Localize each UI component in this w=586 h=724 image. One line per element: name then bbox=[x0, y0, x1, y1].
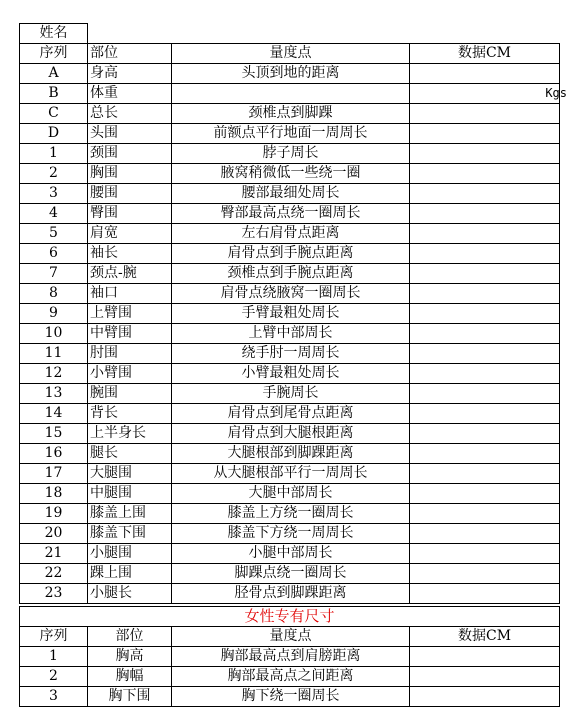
row-seq: 16 bbox=[20, 444, 88, 464]
table-row bbox=[20, 364, 560, 384]
female-header-row bbox=[20, 627, 560, 647]
table-row bbox=[20, 144, 560, 164]
table-row bbox=[20, 384, 560, 404]
row-data-input[interactable] bbox=[410, 224, 560, 244]
row-data-input[interactable] bbox=[410, 164, 560, 184]
row-measure: 肩骨点到尾骨点距离 bbox=[172, 404, 410, 424]
row-measure: 脖子周长 bbox=[172, 144, 410, 164]
name-row bbox=[20, 24, 560, 44]
row-data-input[interactable] bbox=[410, 124, 560, 144]
table-row bbox=[20, 504, 560, 524]
female-header-seq: 序列 bbox=[20, 627, 88, 647]
row-measure: 肩骨点到手腕点距离 bbox=[172, 244, 410, 264]
row-part: 上半身长 bbox=[88, 424, 172, 444]
unit-kgs: Kgs bbox=[545, 86, 567, 100]
row-measure: 手腕周长 bbox=[172, 384, 410, 404]
row-part: 小腿长 bbox=[88, 584, 172, 604]
row-data-input[interactable] bbox=[410, 204, 560, 224]
row-measure: 颈椎点到脚踝 bbox=[172, 104, 410, 124]
row-seq: 1 bbox=[20, 144, 88, 164]
row-measure: 小腿中部周长 bbox=[172, 544, 410, 564]
table-row bbox=[20, 464, 560, 484]
row-measure: 颈椎点到手腕点距离 bbox=[172, 264, 410, 284]
row-seq: 17 bbox=[20, 464, 88, 484]
row-seq: 7 bbox=[20, 264, 88, 284]
row-measure: 头顶到地的距离 bbox=[172, 64, 410, 84]
row-measure: 臀部最高点绕一圈周长 bbox=[172, 204, 410, 224]
header-seq: 序列 bbox=[20, 44, 88, 64]
row-measure: 左右肩骨点距离 bbox=[172, 224, 410, 244]
table-row bbox=[20, 584, 560, 604]
table-row bbox=[20, 667, 560, 687]
row-data-input[interactable] bbox=[410, 144, 560, 164]
row-part: 颈围 bbox=[88, 144, 172, 164]
header-part: 部位 bbox=[88, 44, 172, 64]
row-part: 总长 bbox=[88, 104, 172, 124]
row-measure: 肩骨点到大腿根距离 bbox=[172, 424, 410, 444]
row-data-input[interactable] bbox=[410, 304, 560, 324]
row-seq: 8 bbox=[20, 284, 88, 304]
row-measure: 前额点平行地面一周周长 bbox=[172, 124, 410, 144]
table-row bbox=[20, 404, 560, 424]
table-row bbox=[20, 244, 560, 264]
row-measure: 腰部最细处周长 bbox=[172, 184, 410, 204]
row-seq: 2 bbox=[20, 164, 88, 184]
row-part: 头围 bbox=[88, 124, 172, 144]
female-header-part: 部位 bbox=[88, 627, 172, 647]
header-row bbox=[20, 44, 560, 64]
row-data-input[interactable] bbox=[410, 564, 560, 584]
table-row bbox=[20, 484, 560, 504]
row-data-input[interactable] bbox=[410, 324, 560, 344]
row-part: 肘围 bbox=[88, 344, 172, 364]
header-data: 数据CM bbox=[410, 44, 560, 64]
row-part: 胸围 bbox=[88, 164, 172, 184]
row-part: 膝盖上围 bbox=[88, 504, 172, 524]
table-row bbox=[20, 424, 560, 444]
table-row bbox=[20, 564, 560, 584]
row-measure: 胸下绕一圈周长 bbox=[172, 687, 410, 707]
table-row bbox=[20, 324, 560, 344]
row-seq: 13 bbox=[20, 384, 88, 404]
row-part: 腿长 bbox=[88, 444, 172, 464]
row-data-input[interactable] bbox=[410, 484, 560, 504]
row-measure: 腋窝稍微低一些绕一圈 bbox=[172, 164, 410, 184]
row-data-input[interactable] bbox=[410, 504, 560, 524]
row-seq: 15 bbox=[20, 424, 88, 444]
row-part: 胸下围 bbox=[88, 687, 172, 707]
table-row bbox=[20, 284, 560, 304]
name-value-cell[interactable] bbox=[88, 24, 172, 44]
table-row bbox=[20, 64, 560, 84]
female-header-measure: 量度点 bbox=[172, 627, 410, 647]
row-measure: 胸部最高点到肩膀距离 bbox=[172, 647, 410, 667]
row-seq: 1 bbox=[20, 647, 88, 667]
row-measure: 手臂最粗处周长 bbox=[172, 304, 410, 324]
row-part: 体重 bbox=[88, 84, 172, 104]
table-row bbox=[20, 647, 560, 667]
row-part: 小腿围 bbox=[88, 544, 172, 564]
row-part: 胸幅 bbox=[88, 667, 172, 687]
row-part: 颈点-腕 bbox=[88, 264, 172, 284]
row-seq: 5 bbox=[20, 224, 88, 244]
row-data-input[interactable] bbox=[410, 584, 560, 604]
table-row bbox=[20, 687, 560, 707]
row-seq: 23 bbox=[20, 584, 88, 604]
row-seq: A bbox=[20, 64, 88, 84]
row-measure: 上臂中部周长 bbox=[172, 324, 410, 344]
row-part: 腰围 bbox=[88, 184, 172, 204]
row-measure: 小臂最粗处周长 bbox=[172, 364, 410, 384]
row-seq: 14 bbox=[20, 404, 88, 424]
row-data-input[interactable] bbox=[410, 444, 560, 464]
row-data-input[interactable] bbox=[410, 284, 560, 304]
row-measure: 绕手肘一周周长 bbox=[172, 344, 410, 364]
row-seq: 6 bbox=[20, 244, 88, 264]
table-row bbox=[20, 544, 560, 564]
row-data-input[interactable] bbox=[410, 84, 567, 104]
table-row bbox=[20, 164, 560, 184]
female-header-data: 数据CM bbox=[410, 627, 560, 647]
row-seq: 3 bbox=[20, 687, 88, 707]
row-part: 膝盖下围 bbox=[88, 524, 172, 544]
row-seq: B bbox=[20, 84, 88, 104]
row-part: 袖口 bbox=[88, 284, 172, 304]
female-title-row bbox=[20, 607, 560, 627]
female-measurement-table bbox=[19, 606, 560, 707]
row-data-input[interactable] bbox=[410, 264, 560, 284]
row-measure: 膝盖下方绕一周周长 bbox=[172, 524, 410, 544]
row-data-input[interactable] bbox=[410, 647, 560, 667]
row-seq: D bbox=[20, 124, 88, 144]
row-part: 中腿围 bbox=[88, 484, 172, 504]
row-measure: 胸部最高点之间距离 bbox=[172, 667, 410, 687]
row-part: 袖长 bbox=[88, 244, 172, 264]
row-measure: 胫骨点到脚踝距离 bbox=[172, 584, 410, 604]
row-seq: 9 bbox=[20, 304, 88, 324]
row-seq: 4 bbox=[20, 204, 88, 224]
row-part: 胸高 bbox=[88, 647, 172, 667]
row-measure: 肩骨点绕腋窝一圈周长 bbox=[172, 284, 410, 304]
row-seq: 18 bbox=[20, 484, 88, 504]
row-data-input[interactable] bbox=[410, 424, 560, 444]
row-data-input[interactable] bbox=[410, 667, 560, 687]
row-seq: 11 bbox=[20, 344, 88, 364]
row-data-input[interactable] bbox=[410, 64, 560, 84]
row-part: 大腿围 bbox=[88, 464, 172, 484]
table-row bbox=[20, 444, 560, 464]
row-seq: 3 bbox=[20, 184, 88, 204]
row-seq: C bbox=[20, 104, 88, 124]
row-measure: 脚踝点绕一圈周长 bbox=[172, 564, 410, 584]
row-data-input[interactable] bbox=[410, 364, 560, 384]
row-data-input[interactable] bbox=[410, 184, 560, 204]
row-data-input[interactable] bbox=[410, 244, 560, 264]
row-measure: 从大腿根部平行一周周长 bbox=[172, 464, 410, 484]
row-part: 臀围 bbox=[88, 204, 172, 224]
name-label: 姓名 bbox=[20, 24, 88, 44]
row-part: 上臂围 bbox=[88, 304, 172, 324]
row-measure: 大腿中部周长 bbox=[172, 484, 410, 504]
row-measure bbox=[172, 84, 410, 104]
row-seq: 20 bbox=[20, 524, 88, 544]
row-data-input[interactable] bbox=[410, 524, 560, 544]
table-row bbox=[20, 124, 560, 144]
table-row bbox=[20, 344, 560, 364]
row-seq: 12 bbox=[20, 364, 88, 384]
table-row bbox=[20, 224, 560, 244]
row-seq: 19 bbox=[20, 504, 88, 524]
row-part: 背长 bbox=[88, 404, 172, 424]
table-row bbox=[20, 304, 560, 324]
table-row bbox=[20, 184, 560, 204]
table-row bbox=[20, 84, 560, 104]
row-data-input[interactable] bbox=[410, 104, 560, 124]
header-measure: 量度点 bbox=[172, 44, 410, 64]
table-row bbox=[20, 104, 560, 124]
row-part: 身高 bbox=[88, 64, 172, 84]
table-row bbox=[20, 524, 560, 544]
row-data-input[interactable] bbox=[410, 384, 560, 404]
row-seq: 22 bbox=[20, 564, 88, 584]
row-part: 踝上围 bbox=[88, 564, 172, 584]
female-title: 女性专有尺寸 bbox=[20, 607, 560, 627]
row-seq: 10 bbox=[20, 324, 88, 344]
row-seq: 2 bbox=[20, 667, 88, 687]
row-measure: 大腿根部到脚踝距离 bbox=[172, 444, 410, 464]
measurement-table bbox=[19, 23, 567, 604]
row-seq: 21 bbox=[20, 544, 88, 564]
row-data-input[interactable] bbox=[410, 344, 560, 364]
row-data-input[interactable] bbox=[410, 544, 560, 564]
row-part: 肩宽 bbox=[88, 224, 172, 244]
table-row bbox=[20, 264, 560, 284]
row-data-input[interactable] bbox=[410, 404, 560, 424]
row-measure: 膝盖上方绕一圈周长 bbox=[172, 504, 410, 524]
row-part: 小臂围 bbox=[88, 364, 172, 384]
table-row bbox=[20, 204, 560, 224]
row-part: 中臂围 bbox=[88, 324, 172, 344]
row-data-input[interactable] bbox=[410, 464, 560, 484]
row-data-input[interactable] bbox=[410, 687, 560, 707]
row-part: 腕围 bbox=[88, 384, 172, 404]
